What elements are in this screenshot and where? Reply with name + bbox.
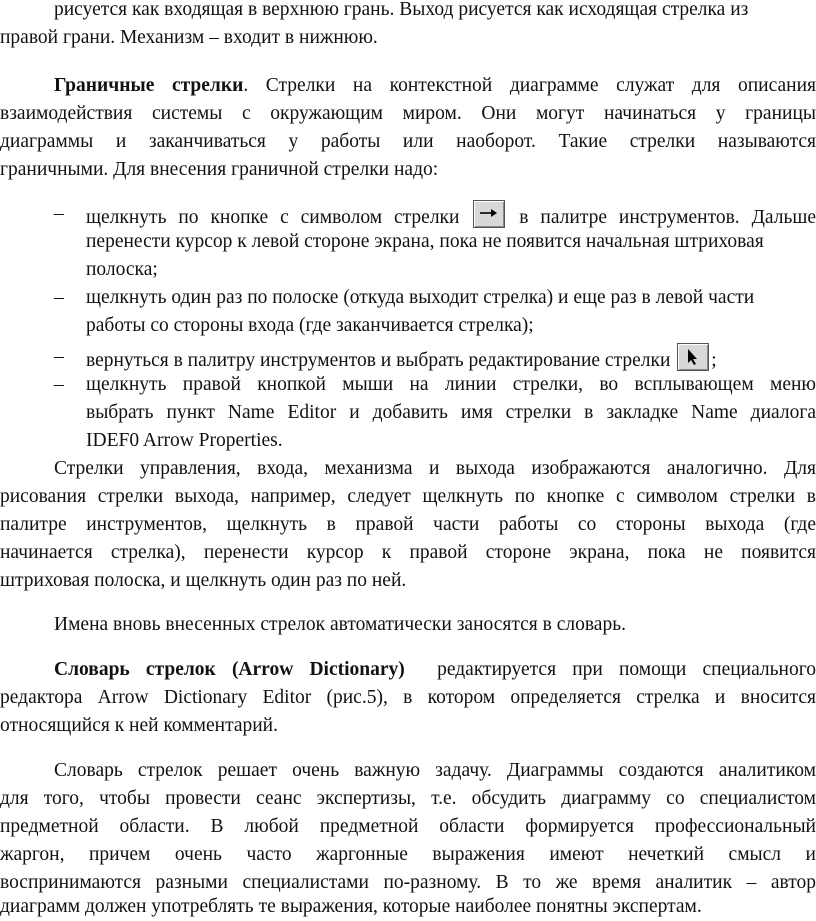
text-line: начинается стрелка), перенести курсор к правой стороне экрана, пока не появится xyxy=(0,542,816,563)
list-item-line: полоска; xyxy=(86,259,158,280)
list-item-line: вернуться в палитру инструментов и выбрать редактирование стрелки ; xyxy=(86,343,816,375)
term-boundary-arrows: Граничные стрелки xyxy=(54,75,244,96)
list-dash: – xyxy=(54,287,64,308)
text-line: предметной области. В любой предметной области формируется профессиональный xyxy=(0,816,816,837)
text-line: диаграммы и заканчиваться у работы или наоборот. Такие стрелки называются xyxy=(0,131,816,152)
list-item-line: работы со стороны входа (где заканчивается стрелка); xyxy=(86,315,534,336)
list-item-line: щелкнуть по кнопке с символом стрелки в палитре инструментов. Дальше xyxy=(86,200,816,232)
text-line: Словарь стрелок (Arrow Dictionary) редактируется при помощи специального xyxy=(54,659,816,680)
list-dash: – xyxy=(54,346,64,367)
list-item-line: выбрать пункт Name Editor и добавить имя стрелки в закладке Name диалога xyxy=(86,402,816,423)
text-line: жаргон, причем очень часто жаргонные выражения имеют нечеткий смысл и xyxy=(0,844,816,865)
list-item-line: перенести курсор к левой стороне экрана, пока не появится начальная штриховая xyxy=(86,231,764,252)
text-line: Словарь стрелок решает очень важную задачу. Диаграммы создаются аналитиком xyxy=(54,760,816,781)
text-line: относящийся к ней комментарий. xyxy=(0,715,278,736)
text-line: воспринимаются разными специалистами по-разному. В то же время аналитик – автор xyxy=(0,872,816,893)
arrow-tool-icon xyxy=(473,200,505,228)
text-line: штриховая полоска, и щелкнуть один раз по ней. xyxy=(0,570,407,591)
text-line: Имена вновь внесенных стрелок автоматически заносятся в словарь. xyxy=(54,614,626,635)
pointer-tool-icon xyxy=(677,343,709,371)
text-line: взаимодействия системы с окружающим миром. Они могут начинаться у границы xyxy=(0,103,816,124)
text-line: правой грани. Механизм – входит в нижнюю. xyxy=(0,27,378,48)
text-line: граничными. Для внесения граничной стрелки надо: xyxy=(0,159,439,180)
text-line: диаграмм должен употреблять те выражения, которые наиболее понятны экспертам. xyxy=(0,896,702,917)
list-item-line: IDEF0 Arrow Properties. xyxy=(86,430,283,451)
text-line: палитре инструментов, щелкнуть в правой части работы со стороны выхода (где xyxy=(0,514,816,535)
list-dash: – xyxy=(54,203,64,224)
text-line: для того, чтобы провести сеанс экспертизы, т.е. обсудить диаграмму со специалистом xyxy=(0,788,816,809)
list-item-line: щелкнуть один раз по полоске (откуда выходит стрелка) и еще раз в левой части xyxy=(86,287,755,308)
text-line: редактора Arrow Dictionary Editor (рис.5), в котором определяется стрелка и вносится xyxy=(0,687,816,708)
list-dash: – xyxy=(54,374,64,395)
list-item-line: щелкнуть правой кнопкой мыши на линии стрелки, во всплывающем меню xyxy=(86,374,816,395)
text-line: рисования стрелки выхода, например, следует щелкнуть по кнопке с символом стрелки в xyxy=(0,486,816,507)
text-line: рисуется как входящая в верхнюю грань. Выход рисуется как исходящая стрелка из xyxy=(54,0,749,20)
term-arrow-dictionary: Словарь стрелок (Arrow Dictionary) xyxy=(54,659,405,680)
text-line: Граничные стрелки. Стрелки на контекстной диаграмме служат для описания xyxy=(54,75,816,96)
text-line: Стрелки управления, входа, механизма и выхода изображаются аналогично. Для xyxy=(54,458,816,479)
